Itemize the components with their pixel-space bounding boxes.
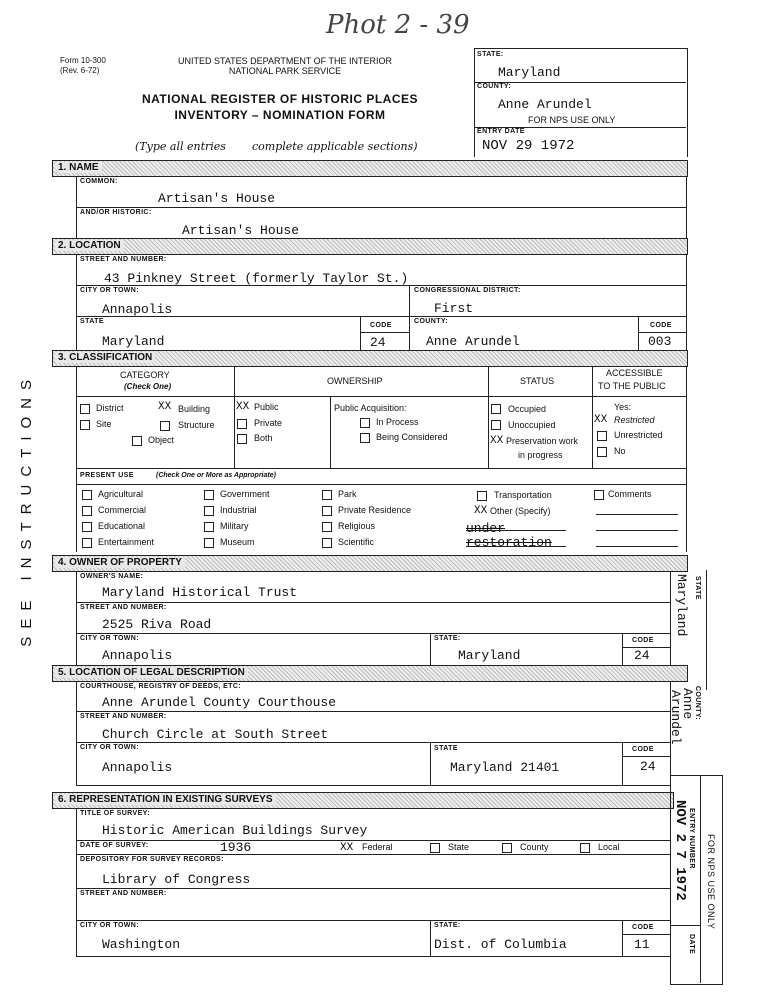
nps-date-label: DATE (688, 934, 695, 955)
code-label-2: CODE (650, 322, 672, 329)
public-label: TO THE PUBLIC (598, 381, 666, 391)
survey-state-value: Dist. of Columbia (434, 937, 567, 952)
section-4-bar (52, 555, 688, 572)
federal-check-mark: XX (340, 842, 354, 854)
depository-label: DEPOSITORY FOR SURVEY RECORDS: (80, 856, 224, 863)
city-label: CITY OR TOWN: (80, 287, 139, 294)
other-specify-2: restoration (466, 535, 552, 550)
legal-code-label: CODE (632, 746, 654, 753)
nps-use-only-vertical: FOR NPS USE ONLY (706, 834, 716, 930)
religious-checkbox[interactable] (322, 522, 332, 532)
use-other: Other (Specify) (490, 506, 551, 516)
use-private-residence: Private Residence (338, 505, 412, 515)
side-state-value: Maryland (674, 574, 689, 637)
see-instructions: SEE INSTRUCTIONS (18, 372, 35, 647)
object-checkbox[interactable] (132, 436, 142, 446)
legal-state-label: STATE (434, 745, 458, 752)
owner-name: Maryland Historical Trust (102, 585, 298, 600)
district-label: District (96, 403, 124, 413)
survey-state-label: STATE: (434, 922, 461, 929)
occupied-label: Occupied (508, 404, 547, 414)
legal-city-label: CITY OR TOWN: (80, 744, 139, 751)
in-process-checkbox[interactable] (360, 418, 370, 428)
present-use-label: PRESENT USE (80, 472, 134, 479)
code-value-2: 003 (648, 334, 672, 349)
side-county-label: COUNTY: (694, 686, 701, 721)
museum-checkbox[interactable] (204, 538, 214, 548)
legal-state: Maryland 21401 (450, 760, 560, 775)
other-check-mark: XX (474, 505, 488, 517)
unoccupied-checkbox[interactable] (491, 420, 501, 430)
owner-name-label: OWNER'S NAME: (80, 573, 144, 580)
no-label: No (614, 446, 626, 456)
county-checkbox[interactable] (502, 843, 512, 853)
side-county-value-2: Arundel (668, 690, 683, 745)
industrial-checkbox[interactable] (204, 506, 214, 516)
object-label: Object (148, 435, 175, 445)
category-sub: (Check One) (124, 382, 172, 391)
code-value: 24 (370, 335, 386, 350)
occupied-checkbox[interactable] (491, 404, 501, 414)
county-label: COUNTY: (477, 83, 512, 90)
accessible-label: ACCESSIBLE (606, 368, 663, 378)
status-label: STATUS (520, 376, 555, 386)
handwritten-note: Phot 2 - 39 (326, 10, 470, 40)
form-title-2: INVENTORY – NOMINATION FORM (174, 108, 386, 122)
form-number: Form 10-300 (60, 56, 106, 65)
private-checkbox[interactable] (237, 419, 247, 429)
courthouse-value: Anne Arundel County Courthouse (102, 695, 337, 710)
restricted-check-mark: XX (594, 414, 608, 426)
survey-date-label: DATE OF SURVEY: (80, 842, 149, 849)
preservation-label: Preservation work (506, 436, 579, 446)
in-process-label: In Process (376, 417, 419, 427)
district-checkbox[interactable] (80, 404, 90, 414)
comments-checkbox[interactable] (594, 490, 604, 500)
section-2-title: 2. LOCATION (55, 240, 124, 251)
county-label-2: COUNTY: (414, 318, 449, 325)
use-educational: Educational (98, 521, 146, 531)
section-6-bar (52, 792, 674, 809)
transportation-checkbox[interactable] (477, 491, 487, 501)
survey-date: 1936 (220, 840, 252, 855)
no-checkbox[interactable] (597, 447, 607, 457)
use-transportation: Transportation (494, 490, 552, 500)
section-6-title: 6. REPRESENTATION IN EXISTING SURVEYS (55, 794, 276, 805)
street-value: 43 Pinkney Street (formerly Taylor St.) (104, 271, 409, 286)
common-label: COMMON: (80, 178, 118, 185)
code-label: CODE (370, 322, 392, 329)
nps-use-label: FOR NPS USE ONLY (528, 115, 616, 125)
use-government: Government (220, 489, 270, 499)
use-commercial: Commercial (98, 505, 147, 515)
use-park: Park (338, 489, 357, 499)
county-value-2: Anne Arundel (426, 334, 520, 349)
park-checkbox[interactable] (322, 490, 332, 500)
owner-city: Annapolis (102, 648, 173, 663)
entry-date-value: NOV 29 1972 (482, 138, 575, 154)
federal-label: Federal (362, 842, 393, 852)
category-label: CATEGORY (120, 370, 170, 380)
survey-city-label: CITY OR TOWN: (80, 922, 139, 929)
entry-date-label: ENTRY DATE (477, 128, 525, 135)
form-rev: (Rev. 6-72) (60, 66, 100, 75)
structure-checkbox[interactable] (160, 421, 170, 431)
owner-code: 24 (634, 648, 650, 663)
courthouse-label: COURTHOUSE, REGISTRY OF DEEDS, ETC: (80, 683, 242, 690)
section-3-bar (52, 350, 688, 367)
instructions-1: (Type all entries (135, 140, 226, 153)
legal-street-label: STREET AND NUMBER: (80, 713, 167, 720)
city-value: Annapolis (102, 302, 173, 317)
both-label: Both (254, 433, 273, 443)
yes-label: Yes: (614, 402, 632, 412)
preservation-check-mark: XX (490, 435, 504, 447)
county-survey-label: County (520, 842, 549, 852)
owner-state-label: STATE: (434, 635, 461, 642)
site-label: Site (96, 419, 112, 429)
owner-street: 2525 Riva Road (102, 617, 212, 632)
use-museum: Museum (220, 537, 255, 547)
use-agricultural: Agricultural (98, 489, 144, 499)
entry-number-label: ENTRY NUMBER (688, 808, 695, 869)
legal-code: 24 (640, 759, 656, 774)
unrestricted-label: Unrestricted (614, 430, 663, 440)
other-specify-1: under (466, 521, 506, 536)
dept: UNITED STATES DEPARTMENT OF THE INTERIOR (177, 56, 393, 66)
use-entertainment: Entertainment (98, 537, 155, 547)
instructions-2: complete applicable sections) (252, 140, 418, 153)
survey-city: Washington (102, 937, 181, 952)
local-checkbox[interactable] (580, 843, 590, 853)
agricultural-checkbox[interactable] (82, 490, 92, 500)
section-3-title: 3. CLASSIFICATION (55, 352, 155, 363)
congressional-value: First (434, 301, 474, 316)
private-label: Private (254, 418, 283, 428)
building-label: Building (178, 404, 211, 414)
side-state-label: STATE (694, 576, 701, 600)
unrestricted-checkbox[interactable] (597, 431, 607, 441)
state-checkbox[interactable] (430, 843, 440, 853)
use-industrial: Industrial (220, 505, 257, 515)
private-residence-checkbox[interactable] (322, 506, 332, 516)
entry-number-value: NOV 2 7 1972 (672, 800, 688, 901)
section-2-bar (52, 238, 688, 255)
section-5-title: 5. LOCATION OF LEGAL DESCRIPTION (55, 667, 248, 678)
commercial-checkbox[interactable] (82, 506, 92, 516)
side-county-value-1: Anne (680, 688, 695, 720)
use-scientific: Scientific (338, 537, 375, 547)
acquisition-label: Public Acquisition: (334, 403, 407, 413)
educational-checkbox[interactable] (82, 522, 92, 532)
use-comments: Comments (608, 489, 652, 499)
survey-code-label: CODE (632, 924, 654, 931)
common-name: Artisan's House (158, 191, 276, 206)
building-check-mark: XX (158, 401, 172, 413)
in-progress-label: in progress (518, 450, 563, 460)
unoccupied-label: Unoccupied (508, 420, 556, 430)
public-own-label: Public (254, 402, 279, 412)
owner-street-label: STREET AND NUMBER: (80, 604, 167, 611)
restricted-label: Restricted (614, 415, 655, 425)
section-5-bar (52, 665, 688, 682)
state-value: Maryland (498, 65, 561, 80)
site-checkbox[interactable] (80, 420, 90, 430)
local-survey-label: Local (598, 842, 620, 852)
owner-code-label: CODE (632, 637, 654, 644)
being-considered-label: Being Considered (376, 432, 448, 442)
section-4-title: 4. OWNER OF PROPERTY (55, 557, 185, 568)
survey-title-label: TITLE OF SURVEY: (80, 810, 150, 817)
government-checkbox[interactable] (204, 490, 214, 500)
ownership-label: OWNERSHIP (327, 376, 383, 386)
scientific-checkbox[interactable] (322, 538, 332, 548)
owner-state: Maryland (458, 648, 521, 663)
use-religious: Religious (338, 521, 376, 531)
historic-name: Artisan's House (182, 223, 300, 238)
present-use-sub: (Check One or More as Appropriate) (156, 472, 276, 479)
state-value-2: Maryland (102, 334, 165, 349)
entertainment-checkbox[interactable] (82, 538, 92, 548)
survey-title: Historic American Buildings Survey (102, 823, 368, 838)
owner-city-label: CITY OR TOWN: (80, 635, 139, 642)
legal-city: Annapolis (102, 760, 173, 775)
both-checkbox[interactable] (237, 434, 247, 444)
service: NATIONAL PARK SERVICE (228, 66, 342, 76)
form-title-1: NATIONAL REGISTER OF HISTORIC PLACES (141, 92, 419, 106)
survey-street-label: STREET AND NUMBER: (80, 890, 167, 897)
survey-code: 11 (634, 937, 650, 952)
county-value: Anne Arundel (498, 97, 592, 112)
section-1-title: 1. NAME (55, 162, 102, 173)
use-military: Military (220, 521, 249, 531)
depository-value: Library of Congress (102, 872, 251, 887)
congressional-label: CONGRESSIONAL DISTRICT: (414, 287, 521, 294)
military-checkbox[interactable] (204, 522, 214, 532)
state-label: STATE: (477, 51, 504, 58)
legal-street: Church Circle at South Street (102, 727, 329, 742)
public-check-mark: XX (236, 401, 250, 413)
structure-label: Structure (178, 420, 215, 430)
being-considered-checkbox[interactable] (360, 433, 370, 443)
state-label-2: STATE (80, 318, 104, 325)
street-label: STREET AND NUMBER: (80, 256, 167, 263)
state-survey-label: State (448, 842, 470, 852)
historic-label: AND/OR HISTORIC: (80, 209, 152, 216)
section-1-bar (52, 160, 688, 177)
